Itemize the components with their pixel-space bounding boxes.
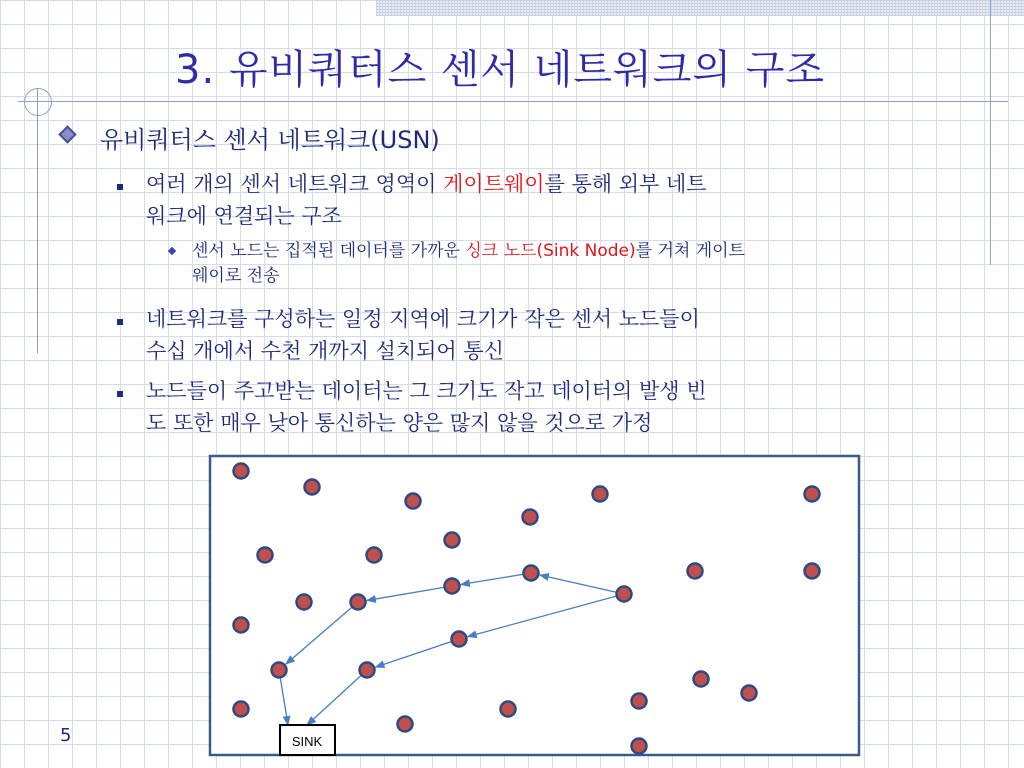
sensor-node (234, 464, 249, 479)
sub-1-text-a: 센서 노드는 집적된 데이터를 가까운 (192, 241, 466, 261)
sensor-node (688, 564, 703, 579)
level1-heading: 유비쿼터스 센서 네트워크(USN) (100, 126, 440, 154)
sensor-node (742, 686, 757, 701)
sensor-node (632, 694, 647, 709)
sensor-node (360, 663, 375, 678)
sensor-node (398, 717, 413, 732)
sink-node-english-highlight: (Sink Node) (536, 241, 636, 261)
bullet-1-text-a: 여러 개의 센서 네트워크 영역이 (146, 172, 444, 196)
gateway-highlight: 게이트웨이 (443, 172, 545, 196)
sensor-node (593, 487, 608, 502)
bullet-3-text-line1: 노드들이 주고받는 데이터는 그 크기도 작고 데이터의 발생 빈 (146, 379, 707, 403)
sensor-node (805, 564, 820, 579)
sensor-node (523, 510, 538, 525)
sensor-node (406, 494, 421, 509)
sensor-node (272, 663, 287, 678)
bullet-1-text-b: 를 통해 외부 네트 (544, 172, 707, 196)
sub-1-text-line2: 웨이로 전송 (192, 266, 280, 286)
sink-node-highlight: 싱크 노드 (465, 241, 537, 261)
sensor-node (234, 702, 249, 717)
sensor-node (351, 595, 366, 610)
sensor-node (445, 533, 460, 548)
sensor-node (305, 480, 320, 495)
sensor-node (367, 548, 382, 563)
slide-title: 3. 유비쿼터스 센서 네트워크의 구조 (175, 47, 825, 93)
sensor-node (445, 579, 460, 594)
bullet-2-text-line2: 수십 개에서 수천 개까지 설치되어 통신 (146, 339, 504, 363)
sensor-node (805, 487, 820, 502)
bullet-1-text-line2: 워크에 연결되는 구조 (146, 204, 342, 228)
sensor-node (452, 632, 467, 647)
sensor-node (501, 702, 516, 717)
sensor-node (524, 566, 539, 581)
bullet-3-text-line2: 도 또한 매우 낮아 통신하는 양은 많지 않을 것으로 가정 (146, 411, 653, 435)
sensor-node (297, 595, 312, 610)
sensor-node (632, 739, 647, 754)
sensor-node (617, 587, 632, 602)
sensor-node (258, 548, 273, 563)
sensor-node (694, 672, 709, 687)
sensor-node (234, 618, 249, 633)
slide-number: 5 (60, 725, 72, 746)
sub-1-text-b: 를 거쳐 게이트 (635, 241, 745, 261)
bullet-2-text-line1: 네트워크를 구성하는 일정 지역에 크기가 작은 센서 노드들이 (146, 307, 700, 331)
sink-label: SINK (291, 734, 323, 749)
